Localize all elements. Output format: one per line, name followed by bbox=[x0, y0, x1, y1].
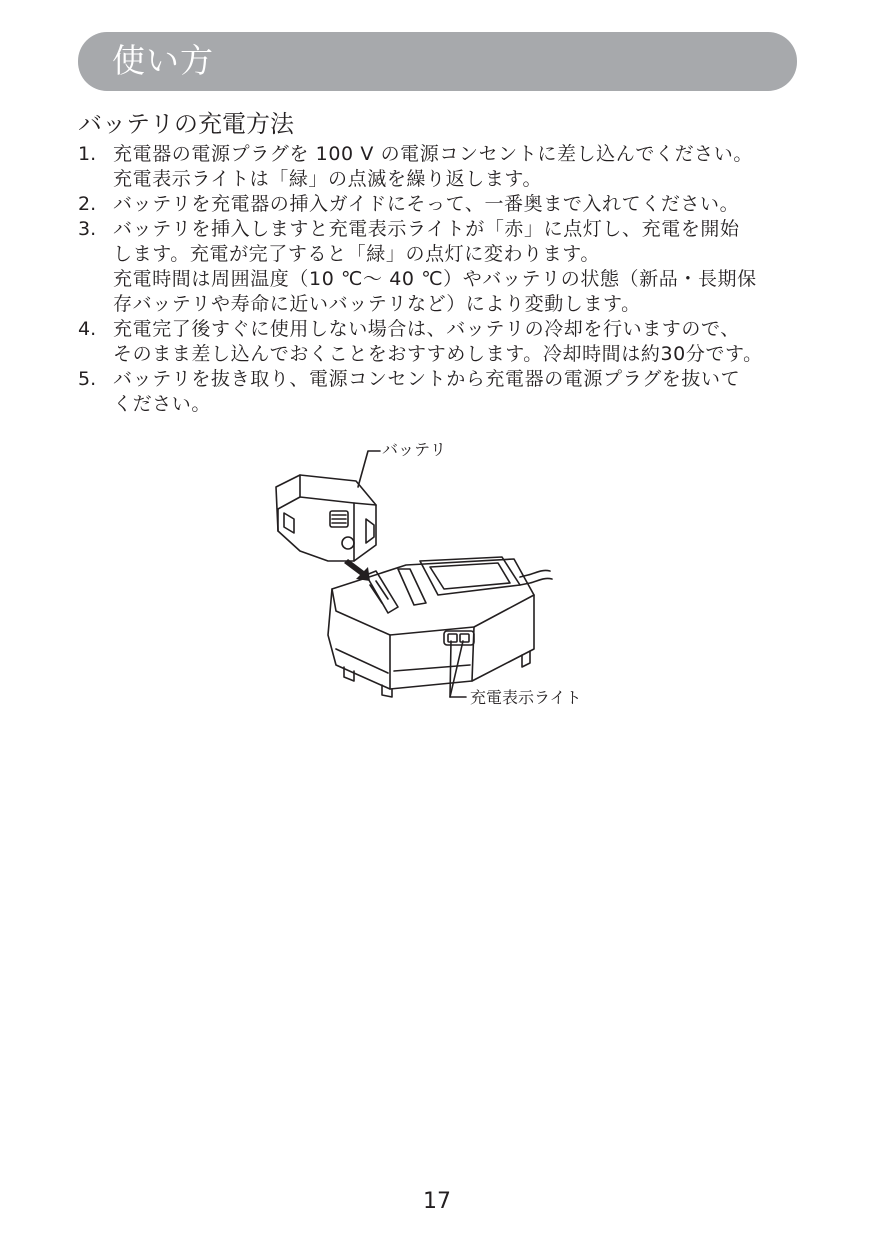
page-number: 17 bbox=[423, 1189, 451, 1214]
charger-illustration bbox=[270, 435, 600, 725]
step-text-line: 充電器の電源プラグを 100 V の電源コンセントに差し込んでください。 bbox=[113, 143, 753, 165]
step-text-line: 充電完了後すぐに使用しない場合は、バッテリの冷却を行いますので、 bbox=[113, 318, 740, 340]
charge-light-callout-label: 充電表示ライト bbox=[470, 688, 582, 707]
step-number: 4. bbox=[78, 318, 97, 340]
step-text-line: 充電時間は周囲温度（10 ℃～ 40 ℃）やバッテリの状態（新品・長期保 bbox=[113, 268, 757, 290]
step-3 bbox=[78, 217, 798, 317]
step-text-line: バッテリを挿入しますと充電表示ライトが「赤」に点灯し、充電を開始 bbox=[113, 218, 740, 240]
step-number: 3. bbox=[78, 218, 97, 240]
light-leader-line-2 bbox=[450, 641, 463, 697]
subsection-heading: バッテリの充電方法 bbox=[78, 110, 294, 138]
section-title: 使い方 bbox=[112, 41, 214, 80]
step-text-line: そのまま差し込んでおくことをおすすめします。冷却時間は約30分です。 bbox=[113, 343, 763, 365]
step-text-line: ください。 bbox=[113, 393, 212, 415]
section-header-bar bbox=[78, 32, 797, 91]
step-text-line: 充電表示ライトは「緑」の点滅を繰り返します。 bbox=[113, 168, 543, 190]
step-1 bbox=[78, 142, 798, 192]
charger-battery-drawing bbox=[270, 435, 600, 725]
battery-callout-label: バッテリ bbox=[382, 440, 447, 459]
step-number: 2. bbox=[78, 193, 97, 215]
step-text-line: バッテリを抜き取り、電源コンセントから充電器の電源プラグを抜いて bbox=[113, 368, 741, 390]
step-number: 5. bbox=[78, 368, 97, 390]
step-5 bbox=[78, 367, 798, 417]
battery-leader-line bbox=[358, 451, 380, 487]
instruction-steps bbox=[78, 142, 798, 417]
step-text-line: 存バッテリや寿命に近いバッテリなど）により変動します。 bbox=[113, 293, 641, 315]
step-4 bbox=[78, 317, 798, 367]
step-text-line: します。充電が完了すると「緑」の点灯に変わります。 bbox=[113, 243, 600, 265]
step-2 bbox=[78, 192, 798, 217]
step-text-line: バッテリを充電器の挿入ガイドにそって、一番奥まで入れてください。 bbox=[113, 193, 740, 215]
step-number: 1. bbox=[78, 143, 97, 165]
battery-pack-drawing bbox=[276, 475, 376, 561]
